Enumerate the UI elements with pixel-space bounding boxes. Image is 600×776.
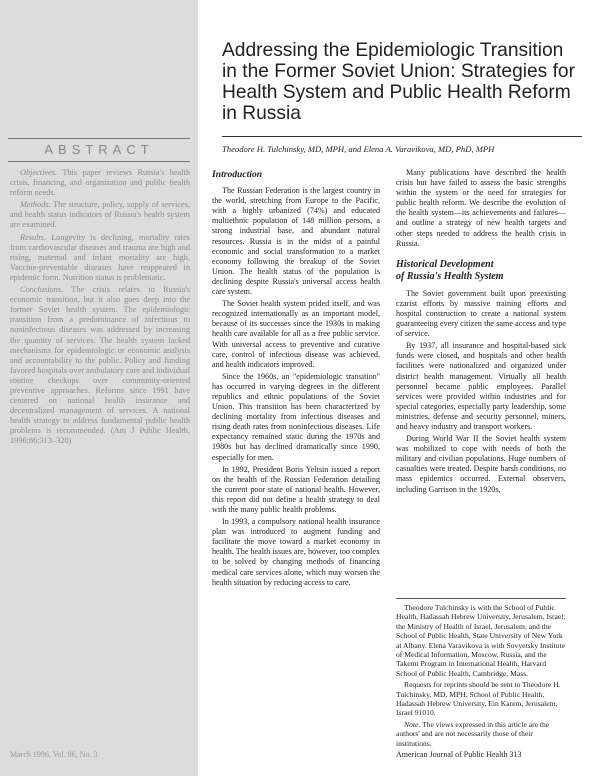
abstract-results: Longevity is declining, mortality rates from cardiovascular diseases and trauma are high and rising, maternal and infant mortality are high. Vaccine-preventable diseases have reappeared in epidemic form. Nutrition status is problematic. xyxy=(10,232,190,282)
paragraph: The Soviet government built upon preexisting czarist efforts by massive training efforts and hospital construction to create a national system guaranteeing every citizen the same access and type of service. xyxy=(396,288,566,339)
note-label: Note. xyxy=(404,719,421,729)
abstract-conclusions: The crisis relates to Russia's economic transition, but it also goes deep into the former Soviet health system. The epidemiologic transition from a predominance of infectious to noninfectious diseases was addressed by increasing the quantity of services. The health system lacked mechanisms for epidemiologic or economic analysis and accountability to the public. Policy and funding favored hospitals over ambulatory care and individual routine checkups over community-oriented preventive approaches. Reforms since 1991 have centered on national health insurance and decentralized management of services. A national health strategy to address fundamental public health problems is recommended. xyxy=(10,285,190,436)
title-rule xyxy=(222,136,582,137)
abstract-heading: ABSTRACT xyxy=(8,138,190,162)
paragraph: In 1992, President Boris Yeltsin issued a report on the health of the Russian Federation detailing the current poor state of national health. However, this report did not define a health strategy to deal with the many public health problems. xyxy=(212,464,380,514)
section-heading-history xyxy=(396,259,566,283)
body-column-2 xyxy=(396,168,566,497)
paragraph: Many publications have described the health crisis but have failed to assess the basic strengths within the system or the need for strategies for public health reform. We describe the evolution of the health system—its achievements and failures—and outline a strategy of new health targets and other steps needed to address the health crisis in Russia. xyxy=(396,168,566,248)
paragraph: In 1993, a compulsory national health insurance plan was introduced to augment funding and facilitate the move toward a market economy in health. The health issues are, however, too complex to be solved by changing methods of financing medical care services alone, which may worsen the health situation by reducing access to care. xyxy=(212,517,380,587)
author-affiliations xyxy=(396,598,566,750)
article-title: Addressing the Epidemiologic Transition in the Former Soviet Union: Strategies for Health System and Public Health Reform in Russia xyxy=(222,40,575,124)
abstract-conclusions-label: Conclusions. xyxy=(20,285,64,295)
affiliation-text: Theodore Tulchinsky is with the School of Public Health, Hadassah Hebrew University, Jerusalem, Israel; the Ministry of Health of Israel, Jerusalem; and the School of Public Health, State University of New York at Albany. Elena Varavikova is with Sovyetsky Institute of Medical Information, Moscow, Russia, and the Takemi Program in International Health, Harvard School of Public Health, Cambridge, Mass. xyxy=(396,603,566,678)
abstract-citation: (Am J Public Health. 1996;86:313–320) xyxy=(10,426,190,446)
paragraph: The Soviet health system prided itself, and was recognized internationally as an important model, because of its successes since the 1930s in making health care available for all as a free public service. With universal access to preventive and curative care, control of infectious disease was achieved, and health indicators improved. xyxy=(212,299,380,369)
note-text: The views expressed in this article are the authors' and are not necessarily those of their institutions. xyxy=(396,719,550,748)
paragraph: During World War II the Soviet health system was mobilized to cope with needs of both the military and civilian populations. Huge numbers of casualties were treated. Despite harsh conditions, no mass epidemics occurred. External observers, including Garrison in the 1920s, xyxy=(396,434,566,494)
abstract-methods: The structure, policy, supply of services, and health status indicators of Russia's health system are examined. xyxy=(10,200,190,230)
section-heading-line-1: Historical Development xyxy=(396,258,494,270)
issue-footer: March 1996, Vol. 86, No. 3 xyxy=(10,750,98,759)
paragraph: The Russian Federation is the largest country in the world, stretching from Europe to the Pacific, with a highly urbanized (74%) and educated multiethnic population of 148 million persons, a strong industrial base, and abundant natural resources. Russia is in the midst of a painful economic and social transformation to a market economy following the breakup of the Soviet Union. The health status of the population is declining despite Russia's universal access health care system. xyxy=(212,186,380,297)
paragraph: By 1937, all insurance and hospital-based sick funds were closed, and hospitals and other health facilities were nationalized and organized under district health management. Virtually all health personnel became public employees. Parallel services were provided within industries and for special categories, especially party leadership, some ministries, defense and security personnel, miners, and heavy industry and transport workers. xyxy=(396,341,566,431)
abstract-objectives-label: Objectives. xyxy=(20,168,58,177)
section-heading-introduction: Introduction xyxy=(212,169,263,180)
journal-footer: American Journal of Public Health 313 xyxy=(396,750,522,759)
body-column-1 xyxy=(212,170,380,590)
abstract-objectives: This paper reviews Russia's health crisis, financing, and organization and public health reform needs. xyxy=(10,168,190,198)
paragraph: Since the 1960s, an "epidemiologic transition" has occurred in varying degrees in the different republics and ethnic populations of the Soviet Union. This transition has been characterized by declining mortality from infectious diseases and rising death rates from noninfectious diseases. Life expectancy remained static during the 1970s and 1980s but has declined dramatically since 1990, especially for men. xyxy=(212,371,380,462)
abstract-methods-label: Methods. xyxy=(20,200,51,210)
abstract-results-label: Results. xyxy=(20,232,47,242)
reprint-request: Requests for reprints should be sent to Theodore H. Tulchinsky, MD, MPH, School of Public Health, Hadassah Hebrew University, Ein Karem, Jerusalem, Israel 91010. xyxy=(396,680,561,718)
abstract-text xyxy=(10,168,190,449)
abstract-sidebar xyxy=(0,0,198,776)
article-authors: Theodore H. Tulchinsky, MD, MPH, and Elena A. Varavikova, MD, PhD, MPH xyxy=(222,144,495,154)
section-heading-line-2: of Russia's Health System xyxy=(396,270,504,282)
